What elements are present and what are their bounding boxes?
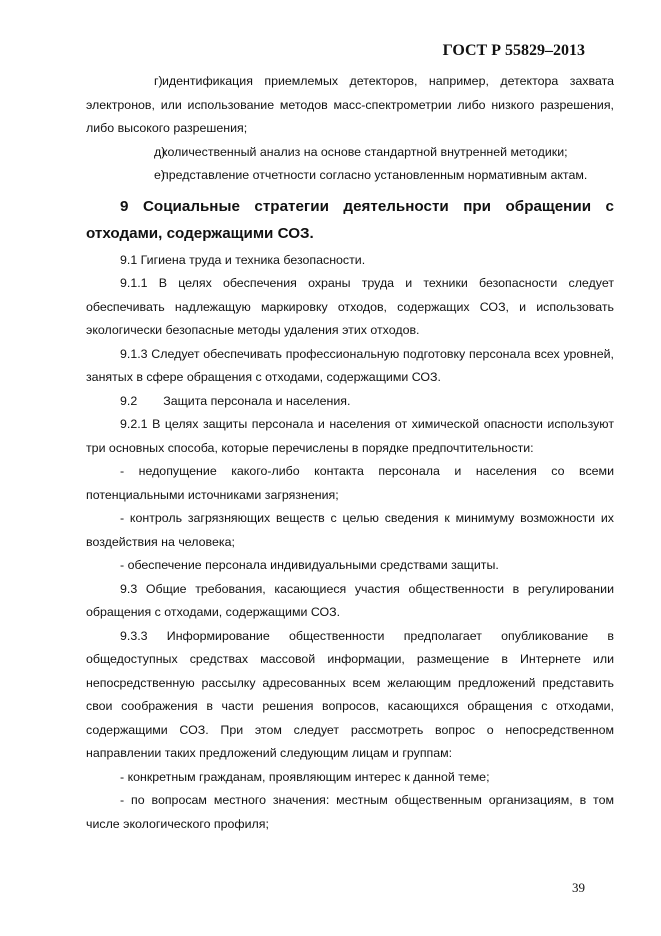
paragraph-9-1: 9.1 Гигиена труда и техника безопасности. [120,252,366,267]
bullet-item: - недопущение какого-либо контакта персонала и населения со всеми потенциальными источниками загрязнения; [86,464,614,502]
page-number: 39 [572,880,585,895]
bullet-item: - обеспечение персонала индивидуальными средствами защиты. [120,558,499,572]
list-item-text: количественный анализ на основе стандартной внутренней методики; [162,144,568,159]
list-item-text: идентификация приемлемых детекторов, например, детектора захвата электронов, или использование методов масс-спектрометрии либо низкого разрешения, либо высокого разрешения; [86,74,614,135]
paragraph-9-3-3: 9.3.3 Информирование общественности предполагает опубликование в общедоступных средствах массовой информации, размещение в Интернете или непосредственную рассылку адресованных всем желающим предложений представить свои соображения в части решения вопросов, касающихся обращения с отходами, содержащими СОЗ. При этом следует рассмотреть вопрос о непосредственном направлении таких предложений следующим лицам и группам: [86,628,614,760]
list-item-g [86,70,614,141]
section-heading: 9 Социальные стратегии деятельности при обращении с отходами, содержащими СОЗ. [86,197,614,242]
list-marker: г) [154,74,163,88]
clause-number: 9.2 [120,393,138,408]
bullet-item: - контроль загрязняющих веществ с целью сведения к минимуму возможности их воздействия на человека; [86,511,614,549]
list-item-e [86,164,614,188]
page-body [86,70,614,836]
list-marker: д) [154,144,166,159]
bullet-item: - по вопросам местного значения: местным общественным организациям, в том числе экологического профиля; [86,793,614,831]
paragraph-9-3: 9.3 Общие требования, касающиеся участия общественности в регулировании обращения с отходами, содержащими СОЗ. [86,581,614,619]
bullet-item: - конкретным гражданам, проявляющим интерес к данной теме; [120,769,490,784]
paragraph-9-2 [86,390,614,414]
clause-title: Защита персонала и населения. [163,393,351,408]
document-code-header: ГОСТ Р 55829–2013 [442,42,585,59]
paragraph-9-1-1: 9.1.1 В целях обеспечения охраны труда и техники безопасности следует обеспечивать надлежащую маркировку отходов, содержащих СОЗ, и использовать экологически безопасные методы удаления этих отходов. [86,276,614,337]
paragraph-9-2-1: 9.2.1 В целях защиты персонала и населения от химической опасности используют три основных способа, которые перечислены в порядке предпочтительности: [86,417,614,455]
list-marker: е) [154,168,166,182]
paragraph-9-1-3: 9.1.3 Следует обеспечивать профессиональную подготовку персонала всех уровней, занятых в сфере обращения с отходами, содержащими СОЗ. [86,346,614,384]
list-item-text: представление отчетности согласно установленным нормативным актам. [162,168,588,182]
list-item-d [86,141,614,165]
